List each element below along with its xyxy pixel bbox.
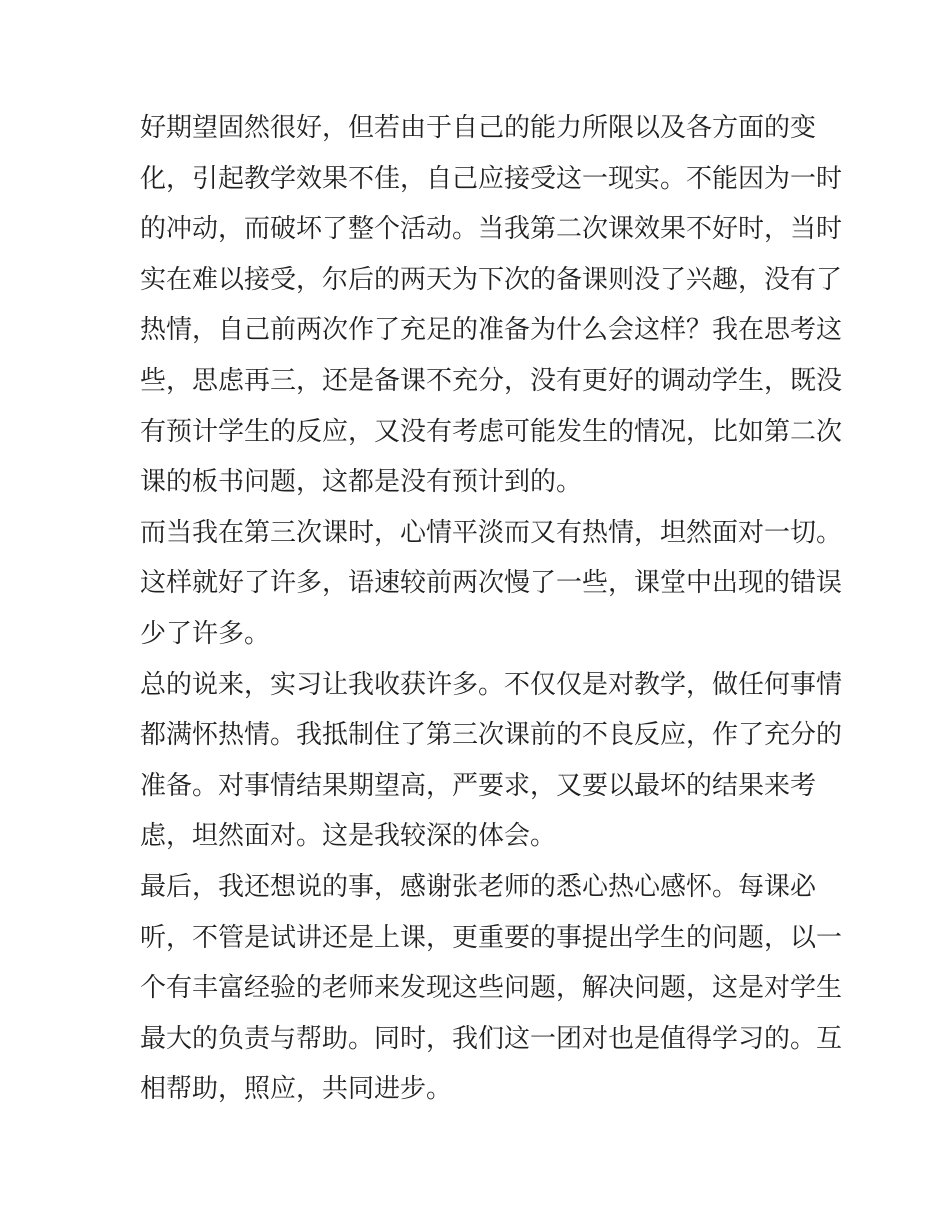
text-line: 都满怀热情。我抵制住了第三次课前的不良反应，作了充分的 [140,720,843,750]
text-line: 的冲动，而破坏了整个活动。当我第二次课效果不好时，当时 [140,214,843,244]
text-line: 些，思虑再三，还是备课不充分，没有更好的调动学生，既没 [140,365,843,395]
paragraph [140,862,860,1115]
text-line: 课的板书问题，这都是没有预计到的。 [140,467,583,497]
text-line: 最大的负责与帮助。同时，我们这一团对也是值得学习的。互 [140,1023,843,1053]
text-line: 实在难以接受，尔后的两天为下次的备课则没了兴趣，没有了 [140,264,843,294]
paragraph [140,660,860,862]
text-line: 少了许多。 [140,618,271,648]
text-line: 最后，我还想说的事，感谢张老师的悉心热心感怀。每课必 [140,871,817,901]
text-line: 好期望固然很好，但若由于自己的能力所限以及各方面的变 [140,113,817,142]
text-line: 相帮助，照应，共同进步。 [140,1074,453,1104]
text-line: 听，不管是试讲还是上课，更重要的事提出学生的问题，以一 [140,922,843,952]
paragraph [140,508,860,660]
text-line: 虑，坦然面对。这是我较深的体会。 [140,821,557,851]
text-line: 有预计学生的反应，又没有考虑可能发生的情况，比如第二次 [140,416,843,446]
text-line: 化，引起教学效果不佳，自己应接受这一现实。不能因为一时 [140,163,843,193]
text-block [140,103,860,1115]
text-line: 准备。对事情结果期望高，严要求，又要以最坏的结果来考 [140,770,817,800]
text-line: 热情，自己前两次作了充足的准备为什么会这样？我在思考这 [140,315,843,345]
paragraph [140,103,860,508]
text-line: 而当我在第三次课时，心情平淡而又有热情，坦然面对一切。 [140,517,843,547]
text-line: 总的说来，实习让我收获许多。不仅仅是对教学，做任何事情 [140,669,843,699]
text-line: 这样就好了许多，语速较前两次慢了一些，课堂中出现的错误 [140,568,843,598]
text-line: 个有丰富经验的老师来发现这些问题，解决问题，这是对学生 [140,973,843,1003]
